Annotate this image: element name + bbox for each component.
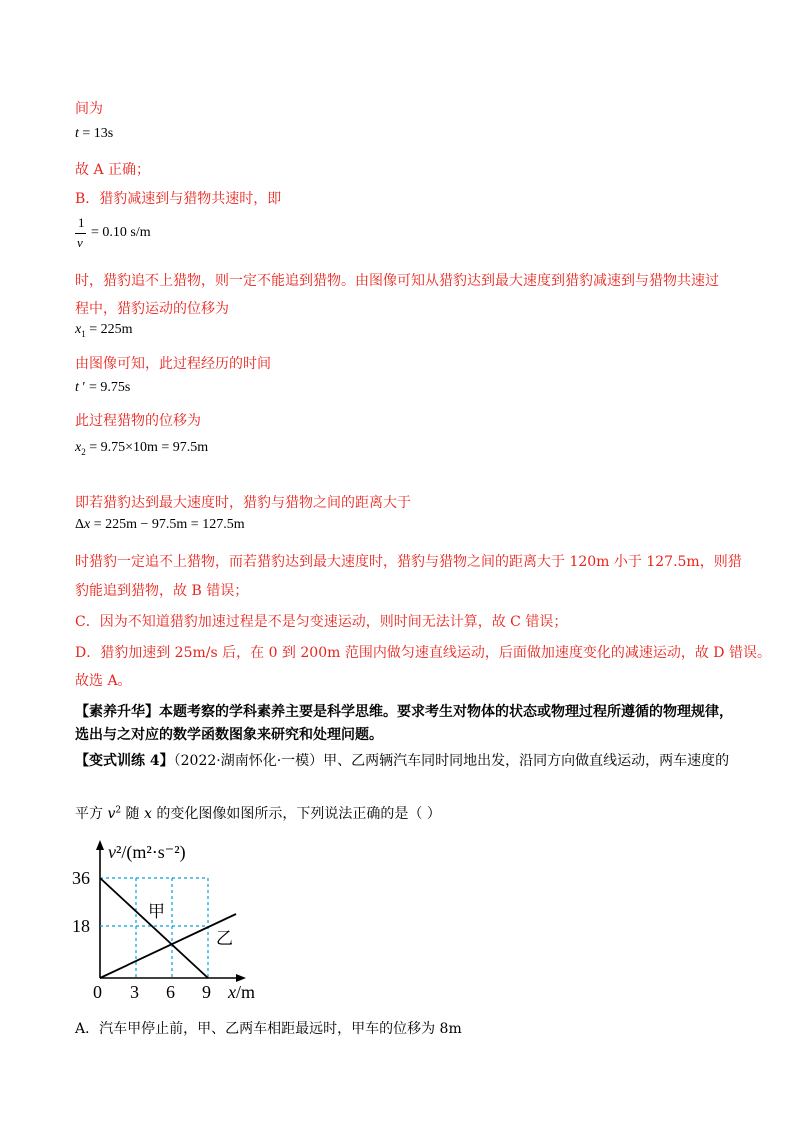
equation-inverse-v xyxy=(75,215,151,259)
variant-training-text: （2022·湖南怀化·一模）甲、乙两辆汽车同时同地出发，沿同方向做直线运动，两车速度的 xyxy=(173,753,730,769)
line-b-wrong: 豹能追到猎物，故 B 错误； xyxy=(75,583,249,599)
line-time-intro: 由图像可知，此过程经历的时间 xyxy=(75,356,271,372)
x-axis-arrow xyxy=(236,974,246,982)
line-c-wrong: C．因为不知道猎豹加速过程是不是匀变速运动，则时间无法计算，故 C 错误； xyxy=(75,614,568,630)
x-tick-9: 9 xyxy=(202,982,211,1002)
var-v: v xyxy=(107,806,116,822)
equation-delta-x-value: = 225m − 97.5m = 127.5m xyxy=(90,517,245,532)
y-axis-arrow xyxy=(96,840,104,850)
line-suyang-2: 选出与之对应的数学函数图象来研究和处理问题。 xyxy=(75,727,383,743)
frac-numerator: 1 xyxy=(78,215,85,230)
var-t-prime: t xyxy=(75,380,79,395)
equation-x1-value: = 225m xyxy=(85,322,133,337)
line-cannot-catch-2: 时猎豹一定追不上猎物，而若猎豹达到最大速度时，猎豹与猎物之间的距离大于 120m 小于 127.5m，则猎 xyxy=(75,554,742,570)
var-delta-x: x xyxy=(84,517,91,532)
line-d-wrong: D．猎豹加速到 25m/s 后，在 0 到 200m 范围内做匀速直线运动，后面做加速度变化的减速运动，故 D 错误。 xyxy=(75,645,771,661)
line-jian-wei: 间为 xyxy=(75,101,103,117)
question-rest: 的变化图像如图所示，下列说法正确的是（ ） xyxy=(151,806,441,822)
v2-x-graph xyxy=(70,838,300,1008)
line-question xyxy=(75,803,441,823)
line-cannot-catch: 时，猎豹追不上猎物，则一定不能追到猎物。由图像可知从猎豹达到最大速度到猎豹减速到与猎物共速过 xyxy=(75,273,719,289)
series-label-yi: 乙 xyxy=(216,929,233,948)
line-distance-greater: 即若猎豹达到最大速度时，猎豹与猎物之间的距离大于 xyxy=(75,495,411,511)
delta-symbol: Δ xyxy=(75,517,85,532)
var-x: x xyxy=(144,806,152,822)
frac-denominator: v xyxy=(77,235,83,250)
equation-t xyxy=(75,126,113,142)
sub-2: 2 xyxy=(81,446,86,457)
frac-bar xyxy=(75,233,86,234)
line-suyang-1: 【素养升华】本题考察的学科素养主要是科学思维。要求考生对物体的状态或物理过程所遵循的物理规律， xyxy=(75,704,733,720)
y-axis-label: v²/(m²·s⁻²) xyxy=(108,842,186,862)
var-x1: x xyxy=(75,322,82,337)
line-jia xyxy=(100,878,208,978)
var-x2: x xyxy=(75,440,82,455)
equation-t-value: = 13s xyxy=(78,126,114,141)
equation-x1 xyxy=(75,322,133,339)
line-b-intro: B．猎豹减速到与猎物共速时，即 xyxy=(75,191,282,207)
y-tick-18: 18 xyxy=(72,916,90,936)
var-t: t xyxy=(75,126,79,141)
sup-2: 2 xyxy=(115,805,122,816)
equation-t-prime-value: ′ = 9.75s xyxy=(78,380,131,395)
equation-x2-value: = 9.75×10m = 97.5m xyxy=(85,440,209,455)
y-tick-36: 36 xyxy=(72,868,90,888)
line-variant-training xyxy=(75,750,729,770)
sub-1: 1 xyxy=(81,328,86,339)
question-pre: 平方 xyxy=(75,806,108,822)
line-a-correct: 故 A 正确； xyxy=(75,162,151,178)
option-a: A．汽车甲停止前，甲、乙两车相距最远时，甲车的位移为 8m xyxy=(75,1021,462,1037)
x-tick-6: 6 xyxy=(166,982,175,1002)
equation-delta-x xyxy=(75,517,245,533)
equation-x2 xyxy=(75,440,208,457)
equation-t-prime xyxy=(75,380,130,396)
series-label-jia: 甲 xyxy=(148,902,165,921)
x-axis-label: x/m xyxy=(228,982,256,1002)
line-displacement-intro: 程中，猎豹运动的位移为 xyxy=(75,301,229,317)
question-mid: 随 xyxy=(121,806,145,822)
origin-label: 0 xyxy=(93,982,102,1002)
line-answer-a: 故选 A。 xyxy=(75,673,132,689)
variant-training-tag: 【变式训练 4】 xyxy=(75,753,174,769)
x-tick-3: 3 xyxy=(130,982,139,1002)
frac-rhs: = 0.10 s/m xyxy=(91,225,151,240)
line-prey-displacement: 此过程猎物的位移为 xyxy=(75,413,201,429)
